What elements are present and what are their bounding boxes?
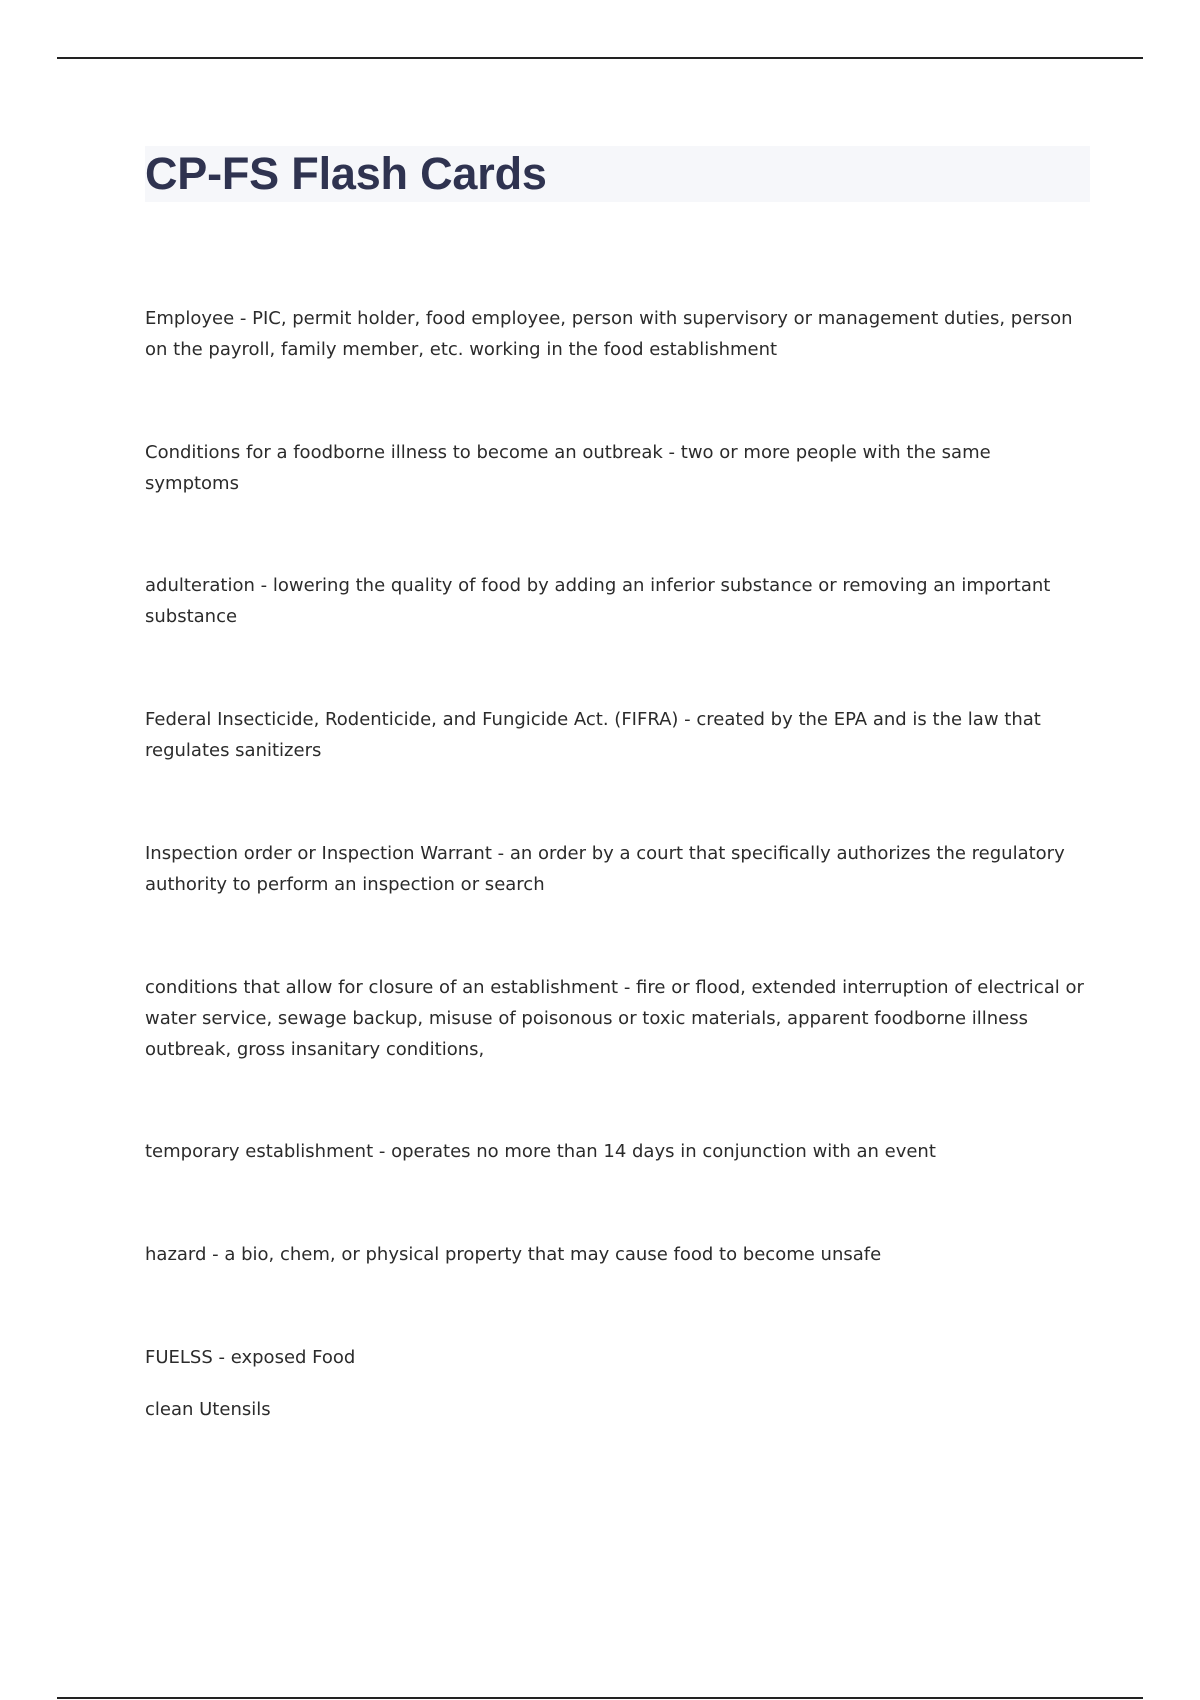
flash-card-clean-utensils: clean Utensils — [145, 1399, 271, 1420]
page-title: CP-FS Flash Cards — [145, 148, 547, 199]
flash-card-employee: Employee - PIC, permit holder, food employee, person with supervisory or management duties, person on the payroll, family member, etc. working in the food establishment — [145, 308, 1073, 360]
flash-card-fifra: Federal Insecticide, Rodenticide, and Fungicide Act. (FIFRA) - created by the EPA and is the law that regulates sanitizers — [145, 709, 1041, 761]
top-rule — [57, 57, 1143, 59]
title-banner — [145, 146, 1090, 202]
flash-card-fuelss: FUELSS - exposed Food — [145, 1347, 356, 1368]
flash-card-hazard: hazard - a bio, chem, or physical property that may cause food to become unsafe — [145, 1244, 882, 1265]
flash-card-inspection-order: Inspection order or Inspection Warrant - an order by a court that specifically authorizes the regulatory authority to perform an inspection or search — [145, 843, 1065, 895]
flash-card-adulteration: adulteration - lowering the quality of food by adding an inferior substance or removing an important substance — [145, 575, 1051, 627]
flash-card-temporary-establishment: temporary establishment - operates no more than 14 days in conjunction with an event — [145, 1141, 936, 1162]
bottom-rule — [57, 1697, 1143, 1699]
flash-card-outbreak-conditions: Conditions for a foodborne illness to become an outbreak - two or more people with the same symptoms — [145, 442, 991, 494]
flash-card-closure-conditions: conditions that allow for closure of an establishment - fire or flood, extended interruption of electrical or water service, sewage backup, misuse of poisonous or toxic materials, apparent foodborne illness outbreak, gross insanitary conditions, — [145, 977, 1084, 1060]
